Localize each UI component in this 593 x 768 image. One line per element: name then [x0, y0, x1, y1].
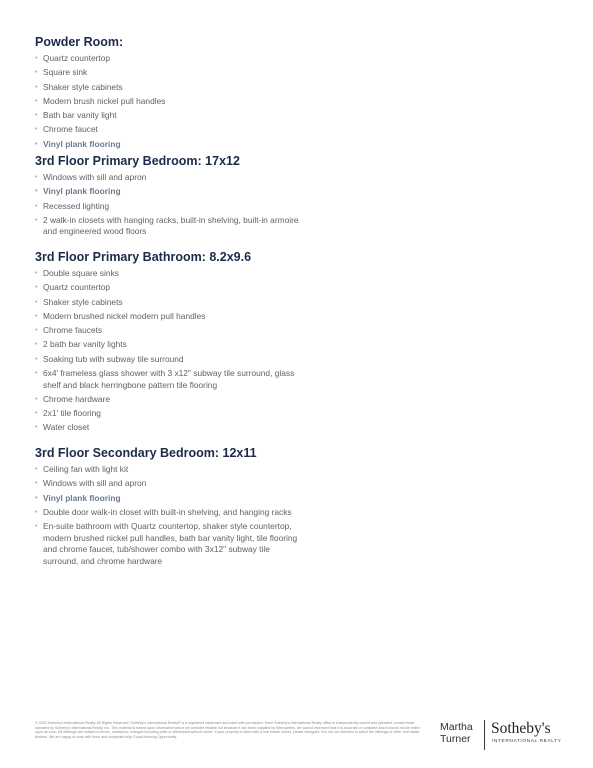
list-item: • Square sink	[35, 67, 305, 79]
list-item: • Chrome faucets	[35, 325, 305, 337]
list-item: • Recessed lighting	[35, 201, 305, 213]
list-item: • Chrome hardware	[35, 394, 305, 406]
list-item: • Vinyl plank flooring	[35, 493, 305, 505]
section-powder-room	[35, 34, 305, 150]
logo-divider	[484, 720, 485, 750]
list-item: • Chrome faucet	[35, 124, 305, 136]
list-item: • Soaking tub with subway tile surround	[35, 354, 305, 366]
item-list	[35, 268, 305, 434]
list-item: • Windows with sill and apron	[35, 478, 305, 490]
section-primary-bedroom	[35, 153, 305, 238]
section-secondary-bedroom	[35, 445, 305, 567]
list-item: • Modern brush nickel pull handles	[35, 96, 305, 108]
section-title: Powder Room:	[35, 35, 124, 49]
logo-line-1: Martha	[440, 721, 473, 733]
list-item: • Shaker style cabinets	[35, 297, 305, 309]
feature-list	[35, 34, 305, 578]
list-item: • Vinyl plank flooring	[35, 186, 305, 198]
item-list	[35, 53, 305, 150]
section-primary-bathroom	[35, 249, 305, 434]
logo-subtitle: INTERNATIONAL REALTY	[492, 739, 562, 744]
list-item: • 2x1' tile flooring	[35, 408, 305, 420]
list-item: • 2 bath bar vanity lights	[35, 339, 305, 351]
logo-martha-turner	[440, 721, 473, 745]
item-list	[35, 464, 305, 567]
list-item: • Ceiling fan with light kit	[35, 464, 305, 476]
list-item: • En-suite bathroom with Quartz countertop, shaker style countertop, modern brushed nickel pull handles, bath bar vanity light, tile flooring and chrome faucet, tub/shower combo with 3x12" subway tile surround, and chrome hardware	[35, 521, 305, 567]
list-item: • Bath bar vanity light	[35, 110, 305, 122]
item-list	[35, 172, 305, 238]
list-item: • Water closet	[35, 422, 305, 434]
list-item: • Windows with sill and apron	[35, 172, 305, 184]
list-item: • 6x4' frameless glass shower with 3 x12" subway tile surround, glass shelf and black herringbone pattern tile flooring	[35, 368, 305, 391]
logo-line-2: Turner	[440, 733, 471, 745]
list-item: • Double door walk-in closet with built-in shelving, and hanging racks	[35, 507, 305, 519]
section-title: 3rd Floor Primary Bathroom: 8.2x9.6	[35, 249, 252, 264]
list-item: • Quartz countertop	[35, 282, 305, 294]
list-item: • Vinyl plank flooring	[35, 139, 305, 151]
section-title: 3rd Floor Secondary Bedroom: 12x11	[35, 445, 257, 460]
list-item: • Shaker style cabinets	[35, 82, 305, 94]
list-item: • Quartz countertop	[35, 53, 305, 65]
list-item: • Modern brushed nickel modern pull handles	[35, 311, 305, 323]
section-title: 3rd Floor Primary Bedroom: 17x12	[35, 154, 240, 169]
list-item: • Double square sinks	[35, 268, 305, 280]
legal-disclaimer: © 2023 Sotheby's International Realty. All Rights Reserved. Sotheby's International Realty® is a registered trademark and used with permission. Each Sotheby's International Realty office is independently owned and operated, except those operated by Sotheby's International Realty, Inc. This material is based upon information which we consider reliable but because it has been supplied by third parties, we cannot represent that it is accurate or complete and it should not be relied upon as such. All offerings are subject to errors, omissions, changes including price or withdrawal without notice. If your property is listed with a real estate broker, please disregard. It is not our intention to solicit the offerings of other real estate brokers. We are happy to work with them and cooperate fully. Equal Housing Opportunity.	[35, 721, 420, 739]
logo-brand-name: Sotheby's	[491, 720, 551, 737]
list-item: • 2 walk-in closets with hanging racks, built-in shelving, built-in armoire and engineered wood floors	[35, 215, 305, 238]
